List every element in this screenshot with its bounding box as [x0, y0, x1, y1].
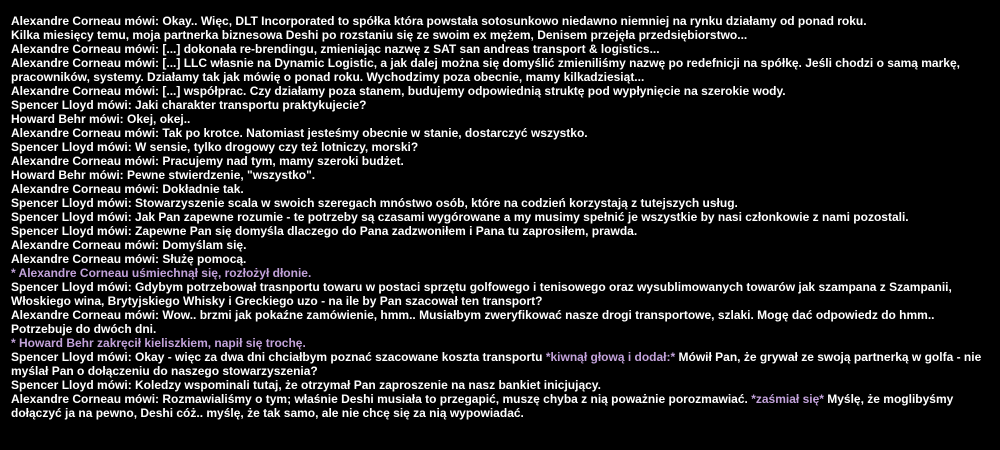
chat-speech-text: Alexandre Corneau mówi: Rozmawialiśmy o tym; właśnie Deshi musiała to przegapić, muszę chyba z nią poważnie porozmawiać. [11, 392, 752, 406]
chat-line: Alexandre Corneau mówi: [...] dokonała re-brendingu, zmieniając nazwę z SAT san andreas transport & logistics... [11, 42, 660, 56]
chat-line-mixed [11, 392, 991, 420]
chat-line-emote: * Alexandre Corneau uśmiechnął się, rozłożył dłonie. [11, 266, 312, 280]
chat-line: Spencer Lloyd mówi: Jaki charakter transportu praktykujecie? [11, 98, 367, 112]
chat-inline-emote: *zaśmiał się* [751, 392, 824, 406]
chat-speech-text: Myślę, że moglibyśmy dołączyć ja na pewno, Deshi cóż.. myślę, że tak samo, ale nie chcę się za nią wypowiadać. [11, 392, 954, 420]
chat-inline-emote: *kiwnął głową i dodał:* [545, 350, 676, 364]
chat-speech-text: Spencer Lloyd mówi: Okay - więc za dwa dni chciałbym poznać szacowane koszta transportu [11, 350, 546, 364]
chat-speech-text: Mówił Pan, że grywał ze swoją partnerką w golfa - nie myślał Pan o dołączeniu do naszego stowarzyszenia? [11, 350, 982, 378]
chat-line: Howard Behr mówi: Okej, okej.. [11, 112, 191, 126]
chat-line: Alexandre Corneau mówi: Wow.. brzmi jak pokaźne zamówienie, hmm.. Musiałbym zweryfikować nasze drogi transportowe, szlaki. Mogę dać odpowiedz do hmm.. Potrzebuje do dwóch dni. [11, 308, 935, 336]
chat-line-mixed [11, 350, 991, 378]
chat-log [11, 14, 991, 420]
chat-line: Howard Behr mówi: Pewne stwierdzenie, "wszystko". [11, 168, 316, 182]
chat-line: Alexandre Corneau mówi: Dokładnie tak. [11, 182, 244, 196]
chat-line: Spencer Lloyd mówi: Gdybym potrzebował trasnportu towaru w postaci sprzętu golfowego i tenisowego oraz wysublimowanych towarów jak szampana z Szampanii, Włoskiego wina, Brytyjskiego Whisky i Greckiego uzo - na ile by Pan szacował ten transport? [11, 280, 952, 308]
chat-line: Alexandre Corneau mówi: Okay.. Więc, DLT Incorporated to spółka która powstała sotosunkowo niedawno niemniej na rynku działamy od ponad roku. [11, 14, 867, 28]
chat-line: Spencer Lloyd mówi: Jak Pan zapewne rozumie - te potrzeby są czasami wygórowane a my musimy spełnić je wszystkie by nasi członkowie z nami pozostali. [11, 210, 909, 224]
chat-line: Alexandre Corneau mówi: [...] współprac. Czy działamy poza stanem, budujemy odpowiednią struktę pod wypłynięcie na szerokie wody. [11, 84, 786, 98]
chat-line: Alexandre Corneau mówi: Domyślam się. [11, 238, 247, 252]
chat-line-emote: * Howard Behr zakręcił kieliszkiem, napił się trochę. [11, 336, 306, 350]
chat-line: Kilka miesięcy temu, moja partnerka biznesowa Deshi po rozstaniu się ze swoim ex mężem, Denisem przejęła przedsiębiorstwo... [11, 28, 748, 42]
chat-line: Alexandre Corneau mówi: [...] LLC własnie na Dynamic Logistic, a jak dalej można się domyślić zmieniliśmy nazwę po redefnicji na spółkę. Jeśli chodzi o samą markę, pracowników, systemy. Działamy tak jak mówię o ponad roku. Wychodzimy poza obecnie, mamy kilkadziesiąt... [11, 56, 960, 84]
chat-line: Spencer Lloyd mówi: Koledzy wspominali tutaj, że otrzymał Pan zaproszenie na nasz bankiet inicjujący. [11, 378, 601, 392]
chat-line: Alexandre Corneau mówi: Tak po krotce. Natomiast jesteśmy obecnie w stanie, dostarczyć wszystko. [11, 126, 588, 140]
chat-line: Spencer Lloyd mówi: Stowarzyszenie scala w swoich szeregach mnóstwo osób, które na codzień korzystają z tutejszych usług. [11, 196, 738, 210]
chat-line: Alexandre Corneau mówi: Służę pomocą. [11, 252, 247, 266]
chat-line: Spencer Lloyd mówi: Zapewne Pan się domyśla dlaczego do Pana zadzwoniłem i Pana tu zaprosiłem, prawda. [11, 224, 638, 238]
chat-line: Spencer Lloyd mówi: W sensie, tylko drogowy czy też lotniczy, morski? [11, 140, 419, 154]
chat-line: Alexandre Corneau mówi: Pracujemy nad tym, mamy szeroki budżet. [11, 154, 404, 168]
